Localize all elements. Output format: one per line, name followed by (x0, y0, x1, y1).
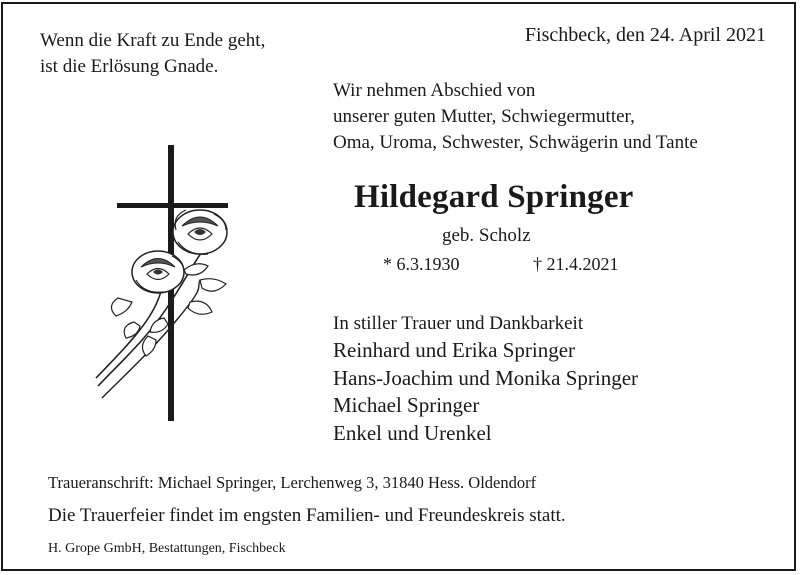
intro-line-3: Oma, Uroma, Schwester, Schwägerin und Tante (333, 132, 698, 153)
mourner: Michael Springer (333, 393, 480, 417)
mourners-list (333, 337, 638, 447)
intro-line-1: Wir nehmen Abschied von (333, 80, 536, 101)
ceremony-note: Die Trauerfeier findet im engsten Familien- und Freundeskreis statt. (48, 505, 566, 526)
intro-text (333, 78, 698, 156)
mourning-address: Traueranschrift: Michael Springer, Lerchenweg 3, 31840 Hess. Oldendorf (48, 473, 537, 492)
mourning-line: In stiller Trauer und Dankbarkeit (333, 313, 584, 334)
deceased-name: Hildegard Springer (354, 179, 634, 215)
place-date: Fischbeck, den 24. April 2021 (524, 24, 766, 46)
motto-line-1: Wenn die Kraft zu Ende geht, (40, 30, 266, 51)
motto (40, 28, 265, 80)
birth-date: * 6.3.1930 (383, 254, 460, 274)
mourner: Enkel und Urenkel (333, 420, 492, 445)
death-date: † 21.4.2021 (533, 254, 619, 274)
intro-line-2: unserer guten Mutter, Schwiegermutter, (333, 106, 635, 127)
mourner: Reinhard und Erika Springer (333, 338, 576, 362)
motto-line-2: ist die Erlösung Gnade. (40, 56, 219, 77)
undertaker-credit: H. Grope GmbH, Bestattungen, Fischbeck (48, 541, 286, 556)
birth-name: geb. Scholz (442, 225, 531, 246)
mourner: Hans-Joachim und Monika Springer (333, 365, 639, 390)
cross-with-roses-icon (88, 140, 248, 430)
